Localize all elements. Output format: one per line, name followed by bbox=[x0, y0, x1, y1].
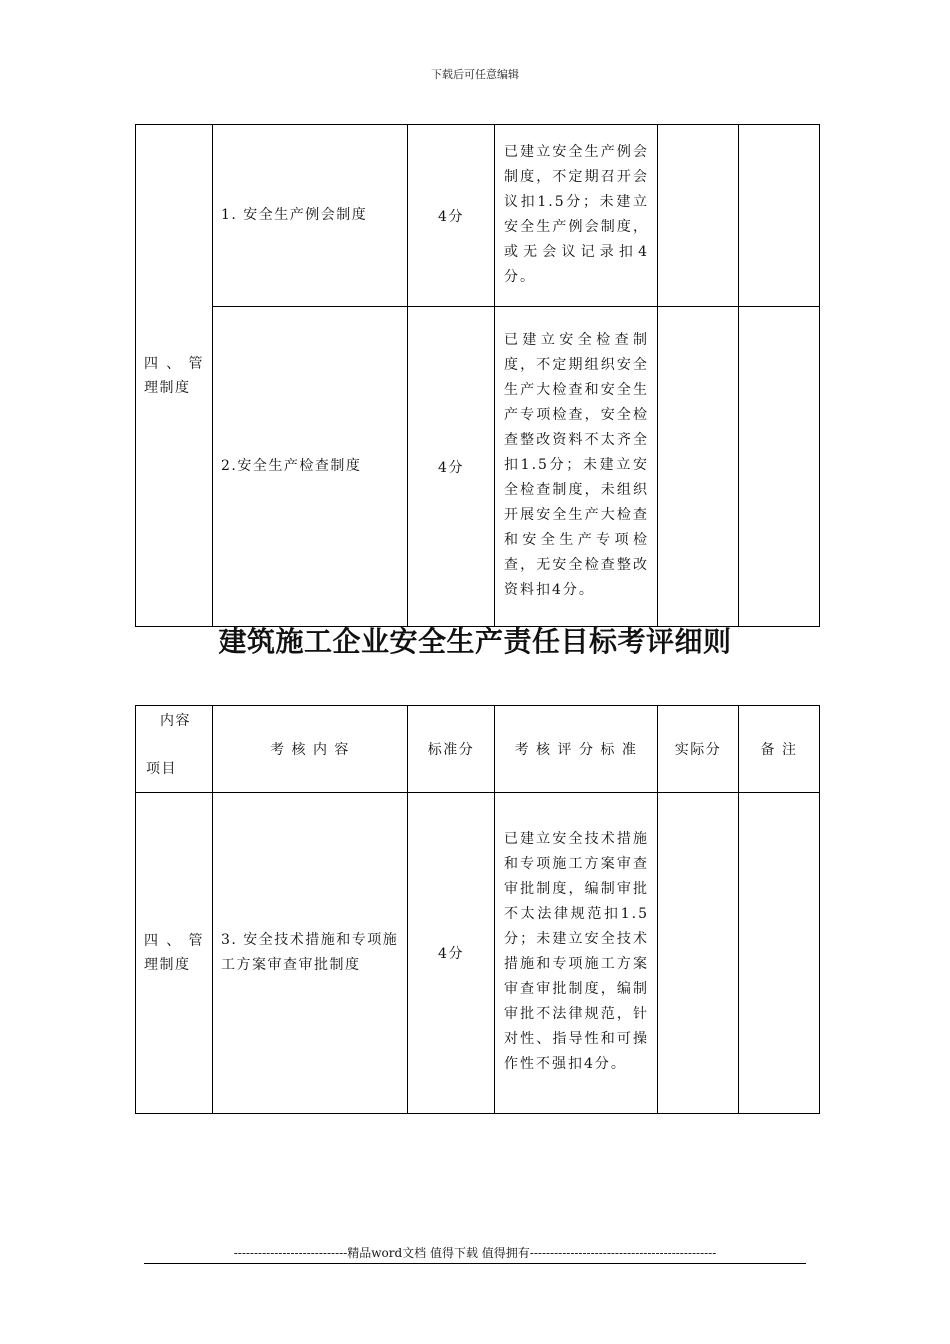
category-line: 四 、 管 bbox=[144, 933, 204, 949]
assessment-table bbox=[135, 705, 820, 1114]
table-row bbox=[136, 307, 820, 627]
footer-rule bbox=[144, 1263, 806, 1264]
remark-cell[interactable] bbox=[739, 125, 820, 307]
content-cell: 2.安全生产检查制度 bbox=[213, 307, 408, 627]
actual-score-cell[interactable] bbox=[658, 307, 739, 627]
header-content: 考 核 内 容 bbox=[213, 706, 408, 793]
header-score: 标准分 bbox=[408, 706, 495, 793]
document-title: 建筑施工企业安全生产责任目标考评细则 bbox=[218, 625, 732, 658]
category-line: 四 、 管 bbox=[144, 355, 204, 372]
category-cell bbox=[136, 793, 213, 1114]
table-row bbox=[136, 793, 820, 1114]
header-item-top: 内容 bbox=[160, 713, 191, 729]
category-line: 理制度 bbox=[144, 957, 191, 973]
header-remark: 备 注 bbox=[739, 706, 820, 793]
category-cell bbox=[136, 125, 213, 627]
header-criteria: 考 核 评 分 标 准 bbox=[495, 706, 658, 793]
criteria-cell: 已建立安全技术措施和专项施工方案审查审批制度，编制审批不太法律规范扣1.5分；未建立安全技术措施和专项施工方案审查审批制度，编制审批不法律规范，针对性、指导性和可操作性不强扣4分。 bbox=[495, 793, 658, 1114]
header-actual: 实际分 bbox=[658, 706, 739, 793]
score-cell: 4分 bbox=[408, 793, 495, 1114]
criteria-cell: 已建立安全生产例会制度，不定期召开会议扣1.5分；未建立安全生产例会制度，或无会议记录扣4分。 bbox=[495, 125, 658, 307]
criteria-cell: 已建立安全检查制度，不定期组织安全生产大检查和安全生产专项检查，安全检查整改资料不太齐全扣1.5分；未建立安全检查制度，未组织开展安全生产大检查和安全生产专项检查，无安全检查整改资料扣4分。 bbox=[495, 307, 658, 627]
header-item-bottom: 项目 bbox=[146, 761, 177, 777]
header-note: 下载后可任意编辑 bbox=[431, 68, 519, 81]
remark-cell[interactable] bbox=[739, 307, 820, 627]
category-line: 理制度 bbox=[144, 379, 191, 396]
score-cell: 4分 bbox=[408, 307, 495, 627]
content-cell: 3. 安全技术措施和专项施工方案审查审批制度 bbox=[213, 793, 408, 1114]
header-item-cell bbox=[136, 706, 213, 793]
table-header-row bbox=[136, 706, 820, 793]
remark-cell[interactable] bbox=[739, 793, 820, 1114]
score-cell: 4分 bbox=[408, 125, 495, 307]
actual-score-cell[interactable] bbox=[658, 125, 739, 307]
content-cell: 1. 安全生产例会制度 bbox=[213, 125, 408, 307]
footer-note: ----------------------------精品word文档 值得下载 值得拥有---------------------------------------------- bbox=[233, 1246, 717, 1260]
assessment-table-continued bbox=[135, 124, 820, 627]
table-row bbox=[136, 125, 820, 307]
actual-score-cell[interactable] bbox=[658, 793, 739, 1114]
